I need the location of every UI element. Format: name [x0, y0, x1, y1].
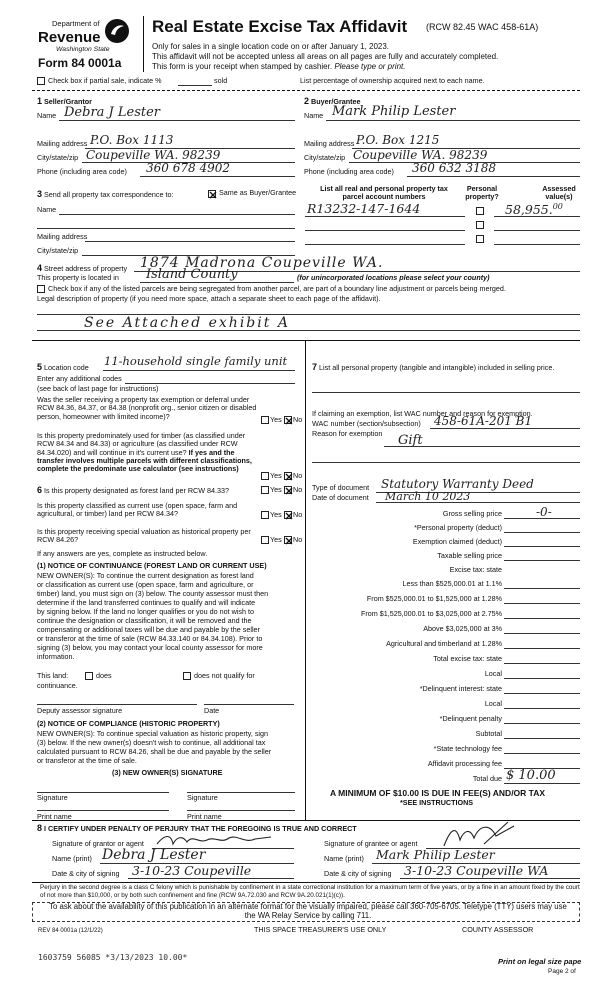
seller-name[interactable]: Debra J Lester: [64, 105, 161, 120]
doc-type[interactable]: Statutory Warranty Deed: [381, 477, 534, 491]
grantee-date-label: Date & city of signing: [324, 869, 392, 878]
no-label: No: [293, 535, 303, 544]
notice1-line: compensating or additional taxes will be due and payable by the seller: [37, 625, 260, 634]
wac-number[interactable]: 458-61A-201 B1: [434, 414, 533, 428]
buyer-city[interactable]: Coupeville WA. 98239: [353, 148, 488, 162]
owner-signature-label: Signature: [187, 793, 218, 802]
parcel-number[interactable]: R13232-147-1644: [307, 201, 421, 216]
personal-col-header: Personal property?: [465, 184, 499, 202]
historic-question: Is this property receiving special valuation as historical property per RCW 84.26?: [37, 527, 251, 545]
continuance-label: continuance.: [37, 681, 78, 690]
seller-mailing[interactable]: P.O. Box 1113: [90, 133, 174, 147]
yes-label: Yes: [270, 535, 282, 544]
header-line1: Only for sales in a single location code on or after January 1, 2023.: [152, 42, 390, 51]
reason-label: Reason for exemption: [312, 429, 383, 438]
minimum-notice: A MINIMUM OF $10.00 IS DUE IN FEE(S) AND/OR TAX: [330, 788, 546, 798]
owner-print-name-label: Print name: [37, 812, 72, 821]
owner-print-name-label: Print name: [187, 812, 222, 821]
see-back-label: (see back of last page for instructions): [37, 384, 159, 393]
exemption-question: Was the seller receiving a property tax exemption or deferral under RCW 84.36, 84.37, or 84.38 (nonprofit org., senior citizen or disabled person, homeowner with limited income)?: [37, 395, 257, 421]
section3-heading: 3 Send all property tax correspondence to:: [37, 189, 174, 199]
county[interactable]: Island County: [146, 267, 238, 282]
notice1-line: continue the designation or classification, it will be removed and the: [37, 616, 252, 625]
does-checkbox[interactable]: [85, 672, 93, 680]
personal-property-checkbox-2[interactable]: [476, 221, 484, 229]
does-not-label: does not qualify for: [194, 671, 255, 680]
notice1-line: information.: [37, 652, 75, 661]
no-label: No: [293, 485, 303, 494]
notice2-line: NEW OWNER(S): To continue special valuation as historic property, sign: [37, 729, 269, 738]
legal-label: Legal description of property (if you need more space, attach a separate sheet to each page of the affidavit).: [37, 294, 381, 303]
section3-name-label: Name: [37, 205, 57, 214]
tax-row-label: Taxable selling price: [437, 551, 502, 560]
does-label: does: [96, 671, 112, 680]
tax-row-label: *State technology fee: [433, 744, 502, 753]
grantor-name-label: Name (print): [52, 854, 92, 863]
section7-heading: 7 List all personal property (tangible and intangible) included in selling price.: [312, 362, 555, 372]
revenue-logo-icon: [104, 18, 130, 44]
tax-row-label: From $1,525,000.01 to $3,025,000 at 2.75%: [360, 609, 502, 618]
buyer-city-label: City/state/zip: [304, 153, 346, 162]
grantor-date-label: Date & city of signing: [52, 869, 120, 878]
same-as-buyer-label: Same as Buyer/Grantee: [219, 188, 297, 197]
seller-name-label: Name: [37, 111, 57, 120]
notice1-line: NEW OWNER(S): To continue the current designation as forest land: [37, 571, 254, 580]
buyer-mailing[interactable]: P.O. Box 1215: [356, 133, 440, 147]
assessed-value[interactable]: 58,955.00: [505, 202, 563, 218]
location-code[interactable]: 11-household single family unit: [104, 354, 288, 368]
tax-row-label: *Delinquent penalty: [439, 714, 502, 723]
rcw-ref: (RCW 82.45 WAC 458-61A): [426, 22, 539, 32]
notice1-line: by signing below. If the land no longer qualifies or you do not wish to: [37, 607, 254, 616]
revenue-logo-text: Revenue: [38, 29, 101, 46]
check-x-icon: [285, 512, 293, 520]
notice1-title: (1) NOTICE OF CONTINUANCE (FOREST LAND OR CURRENT USE): [37, 561, 267, 570]
q6-3-yes-checkbox[interactable]: [261, 536, 269, 544]
buyer-phone-label: Phone (including area code): [304, 167, 394, 176]
yes-label: Yes: [270, 471, 282, 480]
owner-signature-label: Signature: [37, 793, 68, 802]
forest-question: 6 Is this property designated as forest land per RCW 84.33?: [37, 485, 229, 495]
treasurer-label: THIS SPACE TREASURER'S USE ONLY: [254, 925, 387, 934]
partial-sale-checkbox[interactable]: [37, 77, 45, 85]
tax-row-label: Gross selling price: [442, 509, 502, 518]
buyer-heading: 2 Buyer/Grantee: [304, 96, 361, 106]
timber-question: Is this property predominately used for timber (as classified under RCW 84.34 and 84.33) or agriculture (as classified under RCW 84.34.020) and will continue in it's current use? If yes and the transfer involves multiple parcels with different classifications, complete the predominate use calculator (see instructions): [37, 431, 252, 474]
additional-codes-label: Enter any additional codes: [37, 374, 122, 383]
located-label: This property is located in: [37, 273, 119, 282]
located-note: (for unincorporated locations please select your county): [297, 273, 490, 282]
list-pct-label: List percentage of ownership acquired next to each name.: [300, 76, 485, 85]
notice2-line: (3) below. If the new owner(s) doesn't wish to continue, all additional tax: [37, 738, 266, 747]
notice1-line: or classification as current use (open space, farm and agriculture, or: [37, 580, 254, 589]
grantor-date-city[interactable]: 3-10-23 Coupeville: [132, 863, 252, 878]
legal-size-note: Print on legal size pape: [498, 957, 582, 966]
personal-property-checkbox-1[interactable]: [476, 207, 484, 215]
q6-2-no-checkbox[interactable]: [284, 511, 292, 519]
check-x-icon: [285, 473, 293, 481]
alt-format-notice: To ask about the availability of this publication in an alternate format for the visually impaired, please call 360-705-6705. Teletype (TTY) users may use the WA Relay Service by calling 711.: [49, 902, 567, 920]
page-title: Real Estate Excise Tax Affidavit: [152, 17, 408, 36]
notice2-line: or transferor at the time of sale.: [37, 756, 137, 765]
buyer-name-label: Name: [304, 111, 324, 120]
grantee-date-city[interactable]: 3-10-23 Coupeville WA: [404, 863, 549, 878]
q1-no-checkbox[interactable]: [284, 416, 292, 424]
q6-3-no-checkbox[interactable]: [284, 536, 292, 544]
seller-mailing-label: Mailing address: [37, 139, 88, 148]
tax-row-label: Local: [484, 669, 502, 678]
q2-yes-checkbox[interactable]: [261, 472, 269, 480]
sold-label: sold: [214, 76, 228, 85]
notice2-title: (2) NOTICE OF COMPLIANCE (HISTORIC PROPERTY): [37, 719, 220, 728]
doc-date-label: Date of document: [312, 493, 369, 502]
street-label: 4 Street address of property: [37, 263, 128, 273]
q2-no-checkbox[interactable]: [284, 472, 292, 480]
segregated-checkbox[interactable]: [37, 285, 45, 293]
assessed-col-header: Assessed value(s): [542, 184, 576, 202]
no-label: No: [293, 471, 303, 480]
check-x-icon: [209, 191, 217, 199]
tax-row-label: Subtotal: [475, 729, 502, 738]
grantee-signature-label: Signature of grantee or agent: [324, 839, 418, 848]
check-x-icon: [285, 537, 293, 545]
seller-phone[interactable]: 360 678 4902: [146, 161, 230, 175]
segregated-label: Check box if any of the listed parcels are being segregated from another parcel, are part of a boundary line adjustment or parcels being merged.: [48, 284, 506, 293]
yes-label: Yes: [270, 415, 282, 424]
perjury-notice: Perjury in the second degree is a class C felony which is punishable by confinement in a state correctional institution for a maximum term of five years, or by a fine in an amount fixed by the court of not more than $10,000, or by both such confinement and fine (RCW 9A.72.030 and RCW 9A.20.021(1)(c)).: [40, 884, 580, 899]
tax-row-label: Affidavit processing fee: [427, 759, 502, 768]
tax-row-label: *Personal property (deduct): [414, 523, 502, 532]
does-not-checkbox[interactable]: [183, 672, 191, 680]
grantee-name-label: Name (print): [324, 854, 364, 863]
notice1-line: signing (3) below, you may contact your local county assessor for more: [37, 643, 263, 652]
yes-label: Yes: [270, 485, 282, 494]
tax-row-label: From $525,000.01 to $1,525,000 at 1.28%: [366, 594, 502, 603]
certify-heading: 8 I CERTIFY UNDER PENALTY OF PERJURY THAT THE FOREGOING IS TRUE AND CORRECT: [37, 823, 357, 833]
doc-type-label: Type of document: [312, 483, 370, 492]
see-instructions: *SEE INSTRUCTIONS: [400, 798, 474, 807]
gross-selling-price[interactable]: -0-: [536, 505, 552, 519]
q6-1-yes-checkbox[interactable]: [261, 486, 269, 494]
tax-row-label: Local: [484, 699, 502, 708]
this-land-label: This land:: [37, 671, 69, 680]
form-number: Form 84 0001a: [38, 56, 122, 70]
tax-row-label: Total excise tax: state: [433, 654, 502, 663]
street-address[interactable]: 1874 Madrona Coupeville WA.: [140, 255, 384, 271]
tax-row-label: Excise tax: state: [449, 565, 502, 574]
tax-row-label: Above $3,025,000 at 3%: [423, 624, 502, 633]
q6-2-yes-checkbox[interactable]: [261, 511, 269, 519]
parcel-col-header: List all real and personal property tax parcel account numbers: [320, 184, 448, 202]
header-line3: This form is your receipt when stamped by cashier. Please type or print.: [152, 62, 406, 71]
current-use-question: Is this property classified as current use (open space, farm and agricultural, or timber) land per RCW 84.34?: [37, 501, 238, 519]
section3-city-label: City/state/zip: [37, 246, 79, 255]
buyer-mailing-label: Mailing address: [304, 139, 355, 148]
doc-date[interactable]: March 10 2023: [385, 490, 471, 503]
check-x-icon: [285, 417, 293, 425]
exemption-reason[interactable]: Gift: [398, 433, 423, 448]
seller-city-label: City/state/zip: [37, 153, 79, 162]
deputy-date-label: Date: [204, 706, 220, 715]
tax-row-label: *Delinquent interest: state: [419, 684, 502, 693]
cashier-stamp: 1603759 56085 *3/13/2023 10.00*: [38, 953, 188, 962]
notice3-title: (3) NEW OWNER(S) SIGNATURE: [112, 768, 223, 777]
seller-heading: 1 Seller/Grantor: [37, 96, 92, 106]
seller-city[interactable]: Coupeville WA. 98239: [86, 148, 221, 162]
page-number: Page 2 of: [548, 968, 576, 975]
grantee-signature[interactable]: [440, 820, 520, 850]
seller-phone-label: Phone (including area code): [37, 167, 127, 176]
legal-description[interactable]: See Attached exhibit A: [84, 315, 290, 331]
q1-yes-checkbox[interactable]: [261, 416, 269, 424]
check-x-icon: [285, 487, 293, 495]
total-due[interactable]: $ 10.00: [506, 768, 556, 783]
assessor-label: COUNTY ASSESSOR: [462, 925, 534, 934]
tax-row-label: Less than $525,000.01 at 1.1%: [402, 579, 502, 588]
buyer-name[interactable]: Mark Philip Lester: [332, 104, 456, 119]
grantor-print-name[interactable]: Debra J Lester: [102, 847, 206, 863]
location-label: 5 Location code: [37, 362, 89, 372]
wac-label: WAC number (section/subsection): [312, 419, 421, 428]
tax-row-label: Total due: [472, 774, 502, 783]
section3-mailing-label: Mailing address: [37, 232, 88, 241]
buyer-phone[interactable]: 360 632 3188: [412, 161, 496, 175]
no-label: No: [293, 415, 303, 424]
header-line2: This affidavit will not be accepted unless all areas on all pages are fully and accurately completed.: [152, 52, 499, 61]
same-as-buyer-checkbox[interactable]: [208, 190, 216, 198]
notice2-line: calculated pursuant to RCW 84.26, shall be due and payable by the seller: [37, 747, 272, 756]
yes-label: Yes: [270, 510, 282, 519]
dept-label: Department of: [52, 19, 100, 28]
q6-1-no-checkbox[interactable]: [284, 486, 292, 494]
exemption-label: If claiming an exemption, list WAC number and reason for exemption.: [312, 409, 533, 418]
grantor-signature-label: Signature of grantor or agent: [52, 839, 144, 848]
notice1-line: timber) land, you must sign on (3) below. The county assessor must then: [37, 589, 269, 598]
personal-property-checkbox-3[interactable]: [476, 235, 484, 243]
state-label: Washington State: [56, 46, 110, 53]
if-yes-label: If any answers are yes, complete as instructed below.: [37, 549, 208, 558]
partial-sale-label: Check box if partial sale, indicate %: [48, 76, 162, 85]
tax-row-label: Exemption claimed (deduct): [412, 537, 502, 546]
tax-row-label: Agricultural and timberland at 1.28%: [386, 639, 502, 648]
notice1-line: determine if the land transferred continues to qualify and will indicate: [37, 598, 256, 607]
grantee-print-name[interactable]: Mark Philip Lester: [376, 847, 495, 862]
no-label: No: [293, 510, 303, 519]
notice1-line: or transferor at the time of sale (RCW 84.33.140 or 84.34.108). Prior to: [37, 634, 263, 643]
deputy-signature-label: Deputy assessor signature: [37, 706, 123, 715]
revision-label: REV 84 0001a (12/1/22): [38, 928, 103, 934]
